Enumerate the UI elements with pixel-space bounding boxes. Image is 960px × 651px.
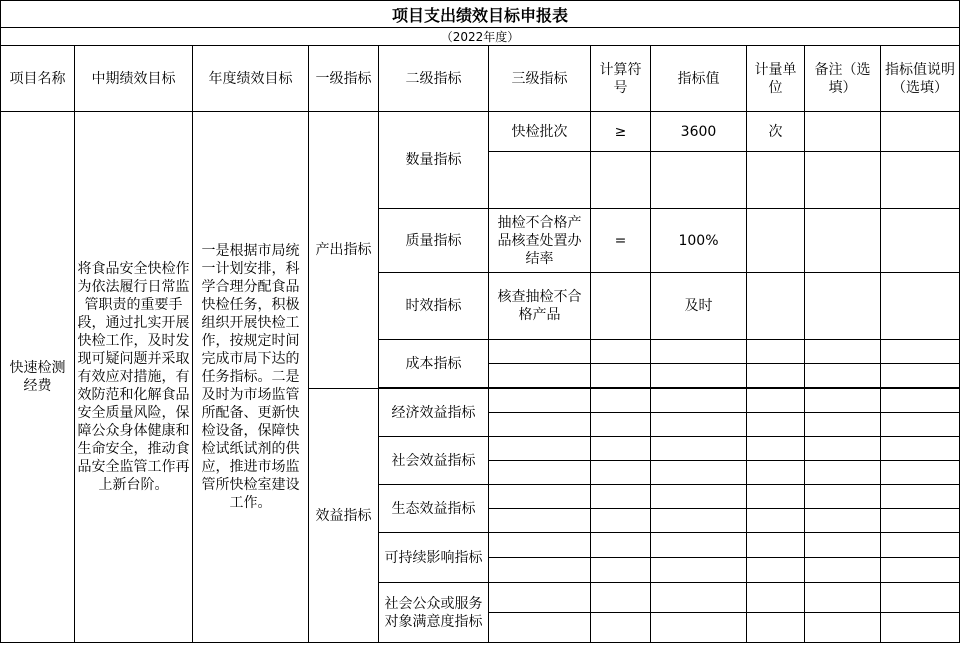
level2-economic-cell: 经济效益指标 <box>379 389 489 437</box>
symbol-cell[interactable] <box>591 389 651 413</box>
unit-cell[interactable] <box>747 437 805 461</box>
remark-cell[interactable] <box>805 613 881 643</box>
value-cell[interactable] <box>651 389 747 413</box>
value-cell[interactable] <box>651 340 747 364</box>
level1-benefit-cell: 效益指标 <box>309 389 379 643</box>
level2-sustainable-cell: 可持续影响指标 <box>379 533 489 583</box>
value-cell[interactable] <box>651 461 747 485</box>
value-cell[interactable] <box>651 558 747 583</box>
value-cell[interactable] <box>651 152 747 209</box>
value-note-cell[interactable] <box>881 152 960 209</box>
level3-cell[interactable] <box>489 558 591 583</box>
value-note-cell[interactable] <box>881 461 960 485</box>
remark-cell[interactable] <box>805 152 881 209</box>
symbol-cell[interactable] <box>591 340 651 364</box>
symbol-cell[interactable] <box>591 509 651 533</box>
remark-cell[interactable] <box>805 273 881 340</box>
value-cell[interactable] <box>651 437 747 461</box>
level2-satisfaction-cell: 社会公众或服务对象满意度指标 <box>379 583 489 643</box>
level3-cell[interactable] <box>489 533 591 558</box>
level3-cell[interactable] <box>489 437 591 461</box>
header-symbol: 计算符号 <box>591 46 651 112</box>
form-title: 项目支出绩效目标申报表 <box>0 0 960 28</box>
remark-cell[interactable] <box>805 533 881 558</box>
value-note-cell[interactable] <box>881 509 960 533</box>
level3-cell[interactable] <box>489 461 591 485</box>
symbol-cell[interactable] <box>591 583 651 613</box>
remark-cell[interactable] <box>805 389 881 413</box>
level2-ecological-cell: 生态效益指标 <box>379 485 489 533</box>
value-note-cell[interactable] <box>881 558 960 583</box>
header-level3: 三级指标 <box>489 46 591 112</box>
level3-cell[interactable] <box>489 340 591 364</box>
value-cell: 及时 <box>651 273 747 340</box>
remark-cell[interactable] <box>805 461 881 485</box>
unit-cell[interactable] <box>747 273 805 340</box>
unit-cell[interactable] <box>747 558 805 583</box>
level3-cell[interactable] <box>489 509 591 533</box>
level2-quality-cell: 质量指标 <box>379 209 489 273</box>
value-cell[interactable] <box>651 364 747 388</box>
project-name-cell: 快速检测经费 <box>1 112 75 643</box>
unit-cell[interactable] <box>747 461 805 485</box>
level3-cell: 核查抽检不合格产品 <box>489 273 591 340</box>
unit-cell[interactable] <box>747 364 805 388</box>
level3-cell[interactable] <box>489 413 591 437</box>
remark-cell[interactable] <box>805 209 881 273</box>
header-unit: 计量单位 <box>747 46 805 112</box>
unit-cell[interactable] <box>747 509 805 533</box>
remark-cell[interactable] <box>805 583 881 613</box>
level2-quantity-cell: 数量指标 <box>379 112 489 209</box>
unit-cell[interactable] <box>747 613 805 643</box>
value-note-cell[interactable] <box>881 112 960 152</box>
symbol-cell[interactable] <box>591 437 651 461</box>
header-project-name: 项目名称 <box>1 46 75 112</box>
symbol-cell[interactable] <box>591 461 651 485</box>
remark-cell[interactable] <box>805 509 881 533</box>
value-cell[interactable] <box>651 509 747 533</box>
performance-table <box>0 45 960 643</box>
level1-output-cell: 产出指标 <box>309 112 379 389</box>
symbol-cell[interactable] <box>591 485 651 509</box>
level2-cost-cell: 成本指标 <box>379 340 489 388</box>
remark-cell[interactable] <box>805 413 881 437</box>
unit-cell: 次 <box>747 112 805 152</box>
level3-cell[interactable] <box>489 152 591 209</box>
symbol-cell[interactable] <box>591 613 651 643</box>
symbol-cell[interactable] <box>591 558 651 583</box>
unit-cell[interactable] <box>747 152 805 209</box>
value-note-cell[interactable] <box>881 437 960 461</box>
unit-cell[interactable] <box>747 583 805 613</box>
symbol-cell: ≥ <box>591 112 651 152</box>
header-level2: 二级指标 <box>379 46 489 112</box>
value-note-cell[interactable] <box>881 209 960 273</box>
level3-cell: 抽检不合格产品核查处置办结率 <box>489 209 591 273</box>
value-cell[interactable] <box>651 583 747 613</box>
unit-cell[interactable] <box>747 389 805 413</box>
value-note-cell[interactable] <box>881 485 960 509</box>
value-cell: 3600 <box>651 112 747 152</box>
symbol-cell[interactable] <box>591 533 651 558</box>
value-note-cell[interactable] <box>881 340 960 364</box>
symbol-cell[interactable] <box>591 364 651 388</box>
header-value: 指标值 <box>651 46 747 112</box>
level3-cell[interactable] <box>489 364 591 388</box>
mid-term-goal-cell: 将食品安全快检作为依法履行日常监管职责的重要手段，通过扎实开展快检工作，及时发现可疑问题并采取有效应对措施，有效防范和化解食品安全质量风险，保障公众身体健康和生命安全，推动食品安全监管工作再上新台阶。 <box>75 112 193 643</box>
value-note-cell[interactable] <box>881 389 960 413</box>
form-year: （2022年度） <box>0 27 960 45</box>
remark-cell[interactable] <box>805 340 881 364</box>
header-value-note: 指标值说明（选填） <box>881 46 960 112</box>
value-note-cell[interactable] <box>881 413 960 437</box>
value-note-cell[interactable] <box>881 583 960 613</box>
remark-cell[interactable] <box>805 364 881 388</box>
unit-cell[interactable] <box>747 340 805 364</box>
value-cell[interactable] <box>651 613 747 643</box>
level3-cell[interactable] <box>489 613 591 643</box>
remark-cell[interactable] <box>805 485 881 509</box>
value-cell[interactable] <box>651 413 747 437</box>
value-cell[interactable] <box>651 485 747 509</box>
value-cell: 100% <box>651 209 747 273</box>
value-note-cell[interactable] <box>881 364 960 388</box>
value-cell[interactable] <box>651 533 747 558</box>
table-row <box>1 112 960 152</box>
symbol-cell[interactable] <box>591 273 651 340</box>
header-row <box>1 46 960 112</box>
value-note-cell[interactable] <box>881 613 960 643</box>
unit-cell[interactable] <box>747 209 805 273</box>
level3-cell[interactable] <box>489 485 591 509</box>
header-mid-term-goal: 中期绩效目标 <box>75 46 193 112</box>
header-remark: 备注（选填） <box>805 46 881 112</box>
unit-cell[interactable] <box>747 413 805 437</box>
symbol-cell[interactable] <box>591 413 651 437</box>
level3-cell[interactable] <box>489 389 591 413</box>
level2-timeliness-cell: 时效指标 <box>379 273 489 340</box>
remark-cell[interactable] <box>805 437 881 461</box>
level3-cell[interactable] <box>489 583 591 613</box>
annual-goal-cell: 一是根据市局统一计划安排，科学合理分配食品快检任务，积极组织开展快检工作，按规定时间完成市局下达的任务指标。二是及时为市场监管所配备、更新快检设备，保障快检试纸试剂的供应，推进市场监管所快检室建设工作。 <box>193 112 309 643</box>
header-annual-goal: 年度绩效目标 <box>193 46 309 112</box>
level2-social-cell: 社会效益指标 <box>379 437 489 485</box>
level3-cell: 快检批次 <box>489 112 591 152</box>
symbol-cell[interactable] <box>591 152 651 209</box>
remark-cell[interactable] <box>805 112 881 152</box>
remark-cell[interactable] <box>805 558 881 583</box>
unit-cell[interactable] <box>747 485 805 509</box>
unit-cell[interactable] <box>747 533 805 558</box>
value-note-cell[interactable] <box>881 273 960 340</box>
header-level1: 一级指标 <box>309 46 379 112</box>
value-note-cell[interactable] <box>881 533 960 558</box>
symbol-cell: = <box>591 209 651 273</box>
